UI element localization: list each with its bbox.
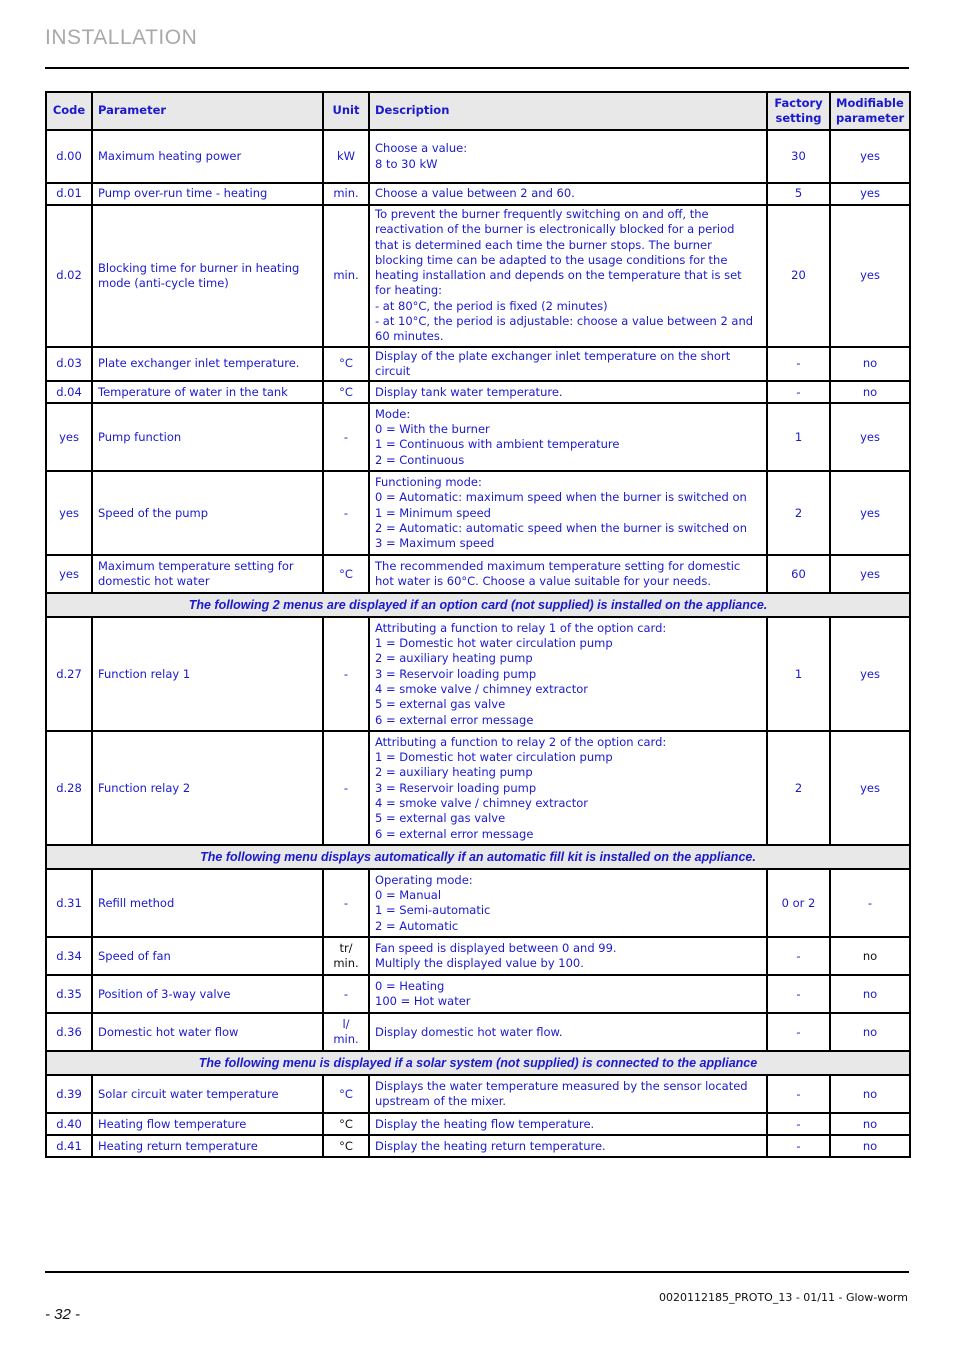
header-code: Code <box>46 92 92 130</box>
cell-factory-setting: - <box>767 1013 830 1051</box>
cell-code: d.35 <box>46 975 92 1013</box>
description-line: 1 = Continuous with ambient temperature <box>375 437 620 452</box>
cell-description <box>369 1135 767 1157</box>
cell-modifiable: - <box>830 869 910 937</box>
cell-description <box>369 183 767 205</box>
cell-modifiable: no <box>830 1113 910 1135</box>
table-row <box>46 183 910 205</box>
header-modifiable-line-2: parameter <box>836 111 905 125</box>
cell-modifiable: yes <box>830 183 910 205</box>
cell-parameter: Position of 3-way valve <box>92 975 323 1013</box>
section-title: INSTALLATION <box>45 26 198 49</box>
cell-code: d.01 <box>46 183 92 205</box>
description-line: Attributing a function to relay 2 of the option card: <box>375 734 667 749</box>
header-modifiable-parameter <box>830 92 910 130</box>
cell-unit: - <box>323 403 369 471</box>
description-line: 6 = external error message <box>375 826 534 841</box>
cell-factory-setting: 30 <box>767 130 830 183</box>
header-modifiable-line-1: Modifiable <box>836 95 904 110</box>
cell-parameter: Function relay 2 <box>92 731 323 845</box>
cell-code: d.00 <box>46 130 92 183</box>
description-line: 4 = smoke valve / chimney extractor <box>375 795 588 810</box>
description-line: 100 = Hot water <box>375 994 471 1009</box>
table-row <box>46 869 910 937</box>
cell-unit: °C <box>323 555 369 593</box>
page-number: - 32 - <box>45 1306 81 1323</box>
cell-unit: l/ min. <box>323 1013 369 1051</box>
description-line: 2 = Automatic <box>375 918 459 933</box>
cell-description <box>369 1075 767 1113</box>
cell-modifiable: yes <box>830 471 910 555</box>
cell-parameter: Plate exchanger inlet temperature. <box>92 347 323 382</box>
table-row <box>46 130 910 183</box>
description-line: 2 = Automatic: automatic speed when the burner is switched on <box>375 520 747 535</box>
table-row <box>46 1135 910 1157</box>
top-rule <box>45 67 909 69</box>
table-body <box>46 130 910 1157</box>
header-parameter: Parameter <box>92 92 323 130</box>
cell-description <box>369 869 767 937</box>
description-line: Mode: <box>375 406 411 421</box>
table-row <box>46 1113 910 1135</box>
cell-code: d.34 <box>46 937 92 975</box>
table-row <box>46 1013 910 1051</box>
bottom-rule <box>45 1271 909 1273</box>
cell-unit: min. <box>323 205 369 347</box>
cell-description <box>369 937 767 975</box>
cell-unit: °C <box>323 1113 369 1135</box>
cell-parameter: Pump function <box>92 403 323 471</box>
cell-unit: - <box>323 869 369 937</box>
cell-factory-setting: 20 <box>767 205 830 347</box>
description-line: Displays the water temperature measured by the sensor located upstream of the mixer. <box>375 1078 748 1109</box>
cell-factory-setting: 2 <box>767 471 830 555</box>
cell-description <box>369 130 767 183</box>
section-banner-row <box>46 845 910 869</box>
table-header-row <box>46 92 910 130</box>
description-line: 2 = Continuous <box>375 452 465 467</box>
description-line: 0 = Heating <box>375 978 445 993</box>
cell-factory-setting: 1 <box>767 617 830 731</box>
cell-code: yes <box>46 403 92 471</box>
cell-code: d.40 <box>46 1113 92 1135</box>
description-line: 5 = external gas valve <box>375 697 506 712</box>
table-row <box>46 937 910 975</box>
description-line: Choose a value: <box>375 141 468 156</box>
cell-factory-setting: 2 <box>767 731 830 845</box>
description-line: 3 = Maximum speed <box>375 536 495 551</box>
table-row <box>46 381 910 403</box>
cell-code: d.28 <box>46 731 92 845</box>
cell-code: d.02 <box>46 205 92 347</box>
description-line: 1 = Domestic hot water circulation pump <box>375 636 613 651</box>
cell-factory-setting: - <box>767 347 830 382</box>
section-banner-row <box>46 1051 910 1075</box>
cell-parameter: Heating flow temperature <box>92 1113 323 1135</box>
cell-code: d.39 <box>46 1075 92 1113</box>
diagnostic-parameters-table <box>45 91 911 1158</box>
cell-factory-setting: - <box>767 1113 830 1135</box>
description-line: 2 = auxiliary heating pump <box>375 651 533 666</box>
cell-description <box>369 403 767 471</box>
description-line: 6 = external error message <box>375 712 534 727</box>
description-line: 8 to 30 kW <box>375 156 438 171</box>
description-line: - at 10°C, the period is adjustable: choose a value between 2 and 60 minutes. <box>375 314 754 344</box>
cell-unit: °C <box>323 347 369 382</box>
description-line: 1 = Domestic hot water circulation pump <box>375 750 613 765</box>
cell-factory-setting: - <box>767 1135 830 1157</box>
description-line: To prevent the burner frequently switching on and off, the reactivation of the burner is electronically blocked for a period that is determined each time the burner stops. The burner blocking time can be adapted to the usage conditions for the heating installation and depends on the temperature that is set for heating: <box>375 207 742 298</box>
cell-parameter: Solar circuit water temperature <box>92 1075 323 1113</box>
header-factory-line-1: Factory <box>774 95 823 110</box>
cell-parameter: Temperature of water in the tank <box>92 381 323 403</box>
cell-parameter: Pump over-run time - heating <box>92 183 323 205</box>
table-row <box>46 975 910 1013</box>
cell-code: d.41 <box>46 1135 92 1157</box>
cell-modifiable: yes <box>830 617 910 731</box>
cell-unit: °C <box>323 1135 369 1157</box>
cell-unit: °C <box>323 1075 369 1113</box>
description-line: Display the heating flow temperature. <box>375 1116 595 1131</box>
cell-parameter: Speed of the pump <box>92 471 323 555</box>
cell-description <box>369 555 767 593</box>
section-banner: The following 2 menus are displayed if an option card (not supplied) is installed on the appliance. <box>46 593 910 617</box>
description-line: 2 = auxiliary heating pump <box>375 765 533 780</box>
table-row <box>46 555 910 593</box>
cell-description <box>369 975 767 1013</box>
cell-parameter: Heating return temperature <box>92 1135 323 1157</box>
cell-factory-setting: - <box>767 381 830 403</box>
cell-factory-setting: - <box>767 975 830 1013</box>
cell-modifiable: no <box>830 937 910 975</box>
cell-code: d.03 <box>46 347 92 382</box>
description-line: Attributing a function to relay 1 of the option card: <box>375 620 667 635</box>
cell-unit: °C <box>323 381 369 403</box>
section-banner: The following menu displays automatically if an automatic fill kit is installed on the appliance. <box>46 845 910 869</box>
cell-code: d.31 <box>46 869 92 937</box>
cell-modifiable: yes <box>830 731 910 845</box>
cell-factory-setting: - <box>767 937 830 975</box>
table-row <box>46 403 910 471</box>
description-line: Functioning mode: <box>375 475 482 490</box>
cell-modifiable: no <box>830 347 910 382</box>
description-line: Fan speed is displayed between 0 and 99. <box>375 940 617 955</box>
cell-parameter: Refill method <box>92 869 323 937</box>
cell-description <box>369 347 767 382</box>
description-line: The recommended maximum temperature setting for domestic hot water is 60°C. Choose a value suitable for your needs. <box>375 558 741 589</box>
table-row <box>46 1075 910 1113</box>
description-line: Display of the plate exchanger inlet temperature on the short circuit <box>375 348 731 378</box>
cell-description <box>369 617 767 731</box>
table-row <box>46 731 910 845</box>
description-line: 1 = Minimum speed <box>375 505 491 520</box>
cell-unit: min. <box>323 183 369 205</box>
header-factory-setting <box>767 92 830 130</box>
cell-parameter: Domestic hot water flow <box>92 1013 323 1051</box>
cell-description <box>369 381 767 403</box>
cell-description <box>369 205 767 347</box>
cell-code: yes <box>46 555 92 593</box>
cell-unit: kW <box>323 130 369 183</box>
section-banner: The following menu is displayed if a solar system (not supplied) is connected to the appliance <box>46 1051 910 1075</box>
description-line: Multiply the displayed value by 100. <box>375 956 584 971</box>
cell-factory-setting: - <box>767 1075 830 1113</box>
description-line: Choose a value between 2 and 60. <box>375 186 575 201</box>
cell-modifiable: yes <box>830 403 910 471</box>
cell-modifiable: yes <box>830 205 910 347</box>
cell-modifiable: no <box>830 1135 910 1157</box>
table-row <box>46 347 910 382</box>
description-line: 0 = Automatic: maximum speed when the burner is switched on <box>375 490 747 505</box>
cell-parameter: Maximum temperature setting for domestic hot water <box>92 555 323 593</box>
cell-description <box>369 1013 767 1051</box>
cell-description <box>369 1113 767 1135</box>
cell-code: d.27 <box>46 617 92 731</box>
cell-code: d.04 <box>46 381 92 403</box>
cell-modifiable: no <box>830 1075 910 1113</box>
section-banner-row <box>46 593 910 617</box>
description-line: 4 = smoke valve / chimney extractor <box>375 681 588 696</box>
description-line: 0 = With the burner <box>375 421 490 436</box>
description-line: Display the heating return temperature. <box>375 1138 606 1153</box>
description-line: - at 80°C, the period is fixed (2 minutes) <box>375 298 608 313</box>
document-reference: 0020112185_PROTO_13 - 01/11 - Glow-worm <box>659 1291 908 1304</box>
cell-unit: - <box>323 617 369 731</box>
cell-code: yes <box>46 471 92 555</box>
description-line: Operating mode: <box>375 872 473 887</box>
header-unit: Unit <box>323 92 369 130</box>
description-line: Display domestic hot water flow. <box>375 1024 563 1039</box>
description-line: 5 = external gas valve <box>375 811 506 826</box>
cell-modifiable: no <box>830 1013 910 1051</box>
header-factory-line-2: setting <box>775 111 822 125</box>
cell-parameter: Blocking time for burner in heating mode (anti-cycle time) <box>92 205 323 347</box>
table-row <box>46 205 910 347</box>
cell-description <box>369 731 767 845</box>
description-line: 3 = Reservoir loading pump <box>375 780 537 795</box>
cell-unit: - <box>323 471 369 555</box>
cell-code: d.36 <box>46 1013 92 1051</box>
description-line: 3 = Reservoir loading pump <box>375 666 537 681</box>
cell-description <box>369 471 767 555</box>
cell-parameter: Maximum heating power <box>92 130 323 183</box>
cell-modifiable: yes <box>830 555 910 593</box>
table-row <box>46 471 910 555</box>
table-row <box>46 617 910 731</box>
cell-unit: - <box>323 731 369 845</box>
cell-factory-setting: 60 <box>767 555 830 593</box>
description-line: 0 = Manual <box>375 887 442 902</box>
header-description: Description <box>369 92 767 130</box>
cell-parameter: Function relay 1 <box>92 617 323 731</box>
cell-factory-setting: 5 <box>767 183 830 205</box>
cell-modifiable: yes <box>830 130 910 183</box>
cell-modifiable: no <box>830 381 910 403</box>
cell-factory-setting: 1 <box>767 403 830 471</box>
description-line: Display tank water temperature. <box>375 384 563 399</box>
cell-factory-setting: 0 or 2 <box>767 869 830 937</box>
cell-unit: - <box>323 975 369 1013</box>
description-line: 1 = Semi-automatic <box>375 903 491 918</box>
cell-modifiable: no <box>830 975 910 1013</box>
cell-unit: tr/ min. <box>323 937 369 975</box>
cell-parameter: Speed of fan <box>92 937 323 975</box>
